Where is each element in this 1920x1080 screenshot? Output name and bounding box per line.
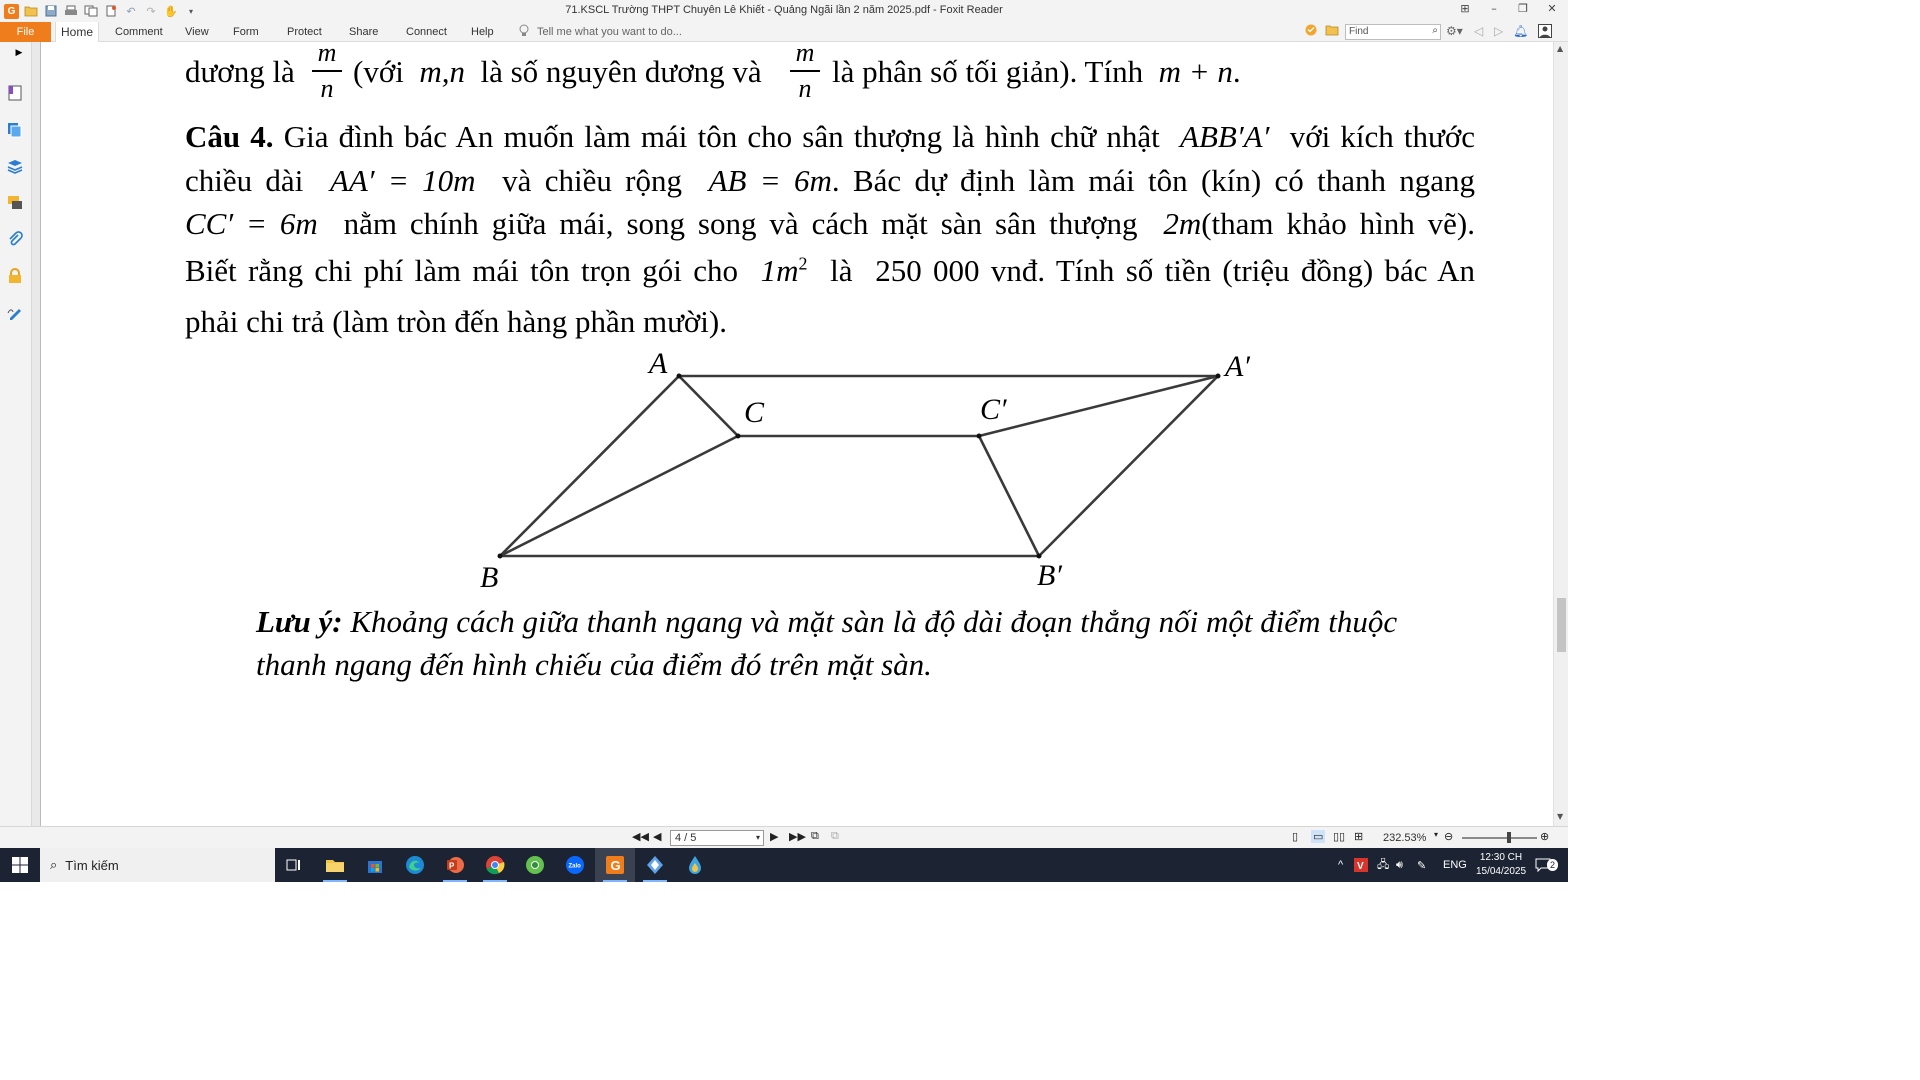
- heart-icon[interactable]: [1304, 24, 1318, 39]
- svg-text:P: P: [449, 861, 455, 871]
- scrollbar-thumb[interactable]: [1557, 598, 1566, 652]
- text-segment: phải chi trả (làm tròn đến hàng phần mười).: [185, 304, 727, 339]
- point-a: [677, 374, 682, 379]
- customize-toolbar-icon[interactable]: ▾: [188, 6, 193, 16]
- continuous-facing-icon[interactable]: ⊞: [1354, 831, 1364, 843]
- notification-bell-icon[interactable]: 🔔︎: [1513, 24, 1529, 38]
- zoom-out-icon[interactable]: ⊖: [1444, 831, 1454, 843]
- pen-icon[interactable]: ✎: [1417, 859, 1427, 872]
- running-indicator: [603, 880, 627, 882]
- comments-icon[interactable]: [6, 194, 24, 212]
- label-b: B: [480, 561, 499, 594]
- task-view-icon[interactable]: [274, 848, 314, 882]
- app-drop-icon[interactable]: [675, 848, 715, 882]
- zoom-level[interactable]: 232.53%: [1383, 832, 1427, 844]
- tab-share[interactable]: Share: [349, 26, 379, 38]
- zoom-dropdown-icon[interactable]: ▾: [1434, 830, 1439, 839]
- hand-tool-icon[interactable]: ✋: [164, 4, 178, 18]
- minimize-button[interactable]: –: [1491, 2, 1497, 15]
- question-label: Câu 4.: [185, 119, 274, 154]
- tab-connect[interactable]: Connect: [406, 26, 447, 38]
- text-segment: là số nguyên dương và: [480, 54, 762, 89]
- expand-panel-icon[interactable]: ▶: [15, 48, 23, 58]
- app-blue-icon[interactable]: [635, 848, 675, 882]
- facing-page-icon[interactable]: ▯▯: [1333, 831, 1346, 843]
- system-clock[interactable]: [1470, 851, 1532, 879]
- redo-icon[interactable]: ↷: [146, 4, 156, 18]
- panel-splitter[interactable]: [32, 42, 41, 826]
- document-view[interactable]: [42, 42, 1553, 826]
- fraction-denominator: n: [798, 74, 812, 103]
- continuous-page-icon[interactable]: ▭: [1313, 831, 1324, 843]
- fraction-numerator: m: [317, 42, 337, 67]
- scroll-down-icon[interactable]: ▼: [1557, 812, 1564, 821]
- find-placeholder: Find: [1349, 26, 1369, 37]
- foxit-reader-taskbar-icon[interactable]: [595, 848, 635, 882]
- point-c: [736, 434, 741, 439]
- find-previous-icon[interactable]: ◁: [1474, 24, 1484, 38]
- find-input[interactable]: [1345, 24, 1441, 40]
- tab-view[interactable]: View: [185, 26, 209, 38]
- running-indicator: [323, 880, 347, 882]
- svg-text:V: V: [1357, 861, 1364, 872]
- note-line-2: [256, 647, 932, 683]
- first-page-icon[interactable]: ◀◀: [632, 831, 649, 843]
- text-segment: (tham khảo hình vẽ).: [1201, 206, 1476, 241]
- close-button[interactable]: ✕: [1547, 2, 1557, 15]
- tab-help[interactable]: Help: [471, 26, 494, 38]
- title-bar: [0, 0, 1568, 22]
- math-m-plus-n: m + n: [1158, 54, 1233, 89]
- page-indicator: 4 / 5: [675, 832, 697, 844]
- edge-c-b: [500, 436, 738, 556]
- text-segment: thanh ngang đến hình chiếu của điểm đó trên mặt sàn.: [256, 647, 932, 682]
- notification-count-badge: 2: [1547, 859, 1558, 871]
- show-hidden-icons[interactable]: ^: [1338, 859, 1344, 871]
- find-folder-icon[interactable]: [1325, 24, 1339, 39]
- search-icon[interactable]: ⌕: [1432, 25, 1438, 36]
- powerpoint-icon[interactable]: [435, 848, 475, 882]
- text-segment: . Bác dự định làm mái tôn (kín) có thanh ngang: [831, 163, 1476, 198]
- window-title: 71.KSCL Trường THPT Chuyên Lê Khiết - Quảng Ngãi lần 2 năm 2025.pdf - Foxit Reader: [565, 4, 1003, 16]
- edge-a-b: [500, 376, 679, 556]
- edge-c-prime-a-prime: [979, 376, 1218, 436]
- text-segment: (với: [353, 54, 404, 89]
- point-b: [498, 554, 503, 559]
- ribbon-tabs: [0, 22, 1568, 42]
- point-c-prime: [977, 434, 982, 439]
- text-segment: và chiều rộng: [502, 163, 682, 198]
- zoom-slider-thumb[interactable]: [1507, 832, 1511, 843]
- input-language[interactable]: ENG: [1443, 859, 1467, 871]
- zalo-icon[interactable]: [555, 848, 595, 882]
- text-segment: Biết rằng chi phí làm mái tôn trọn gói cho: [185, 253, 738, 288]
- label-a-prime: A′: [1225, 350, 1250, 383]
- point-a-prime: [1216, 374, 1221, 379]
- foxit-logo-icon[interactable]: G: [4, 4, 19, 19]
- tell-me-search[interactable]: Tell me what you want to do...: [537, 26, 682, 38]
- svg-text:Zalo: Zalo: [568, 863, 581, 870]
- restore-button[interactable]: ❐: [1518, 2, 1528, 15]
- volume-icon[interactable]: 🔊︎: [1396, 858, 1403, 871]
- next-view-icon[interactable]: ⧉: [831, 830, 839, 842]
- tab-file[interactable]: File: [0, 22, 51, 42]
- windows-logo-icon: [12, 857, 28, 873]
- taskbar-search[interactable]: [40, 848, 275, 882]
- bookmarks-icon[interactable]: [6, 84, 24, 102]
- price-value: 250 000: [875, 253, 980, 288]
- text-segment: là: [830, 253, 853, 288]
- math-aa-10m: AA′ = 10m: [329, 163, 476, 198]
- roof-diagram: [42, 42, 1553, 826]
- text-segment: chiều dài: [185, 163, 304, 198]
- tab-comment[interactable]: Comment: [115, 26, 163, 38]
- edge-a-prime-b-prime: [1039, 376, 1218, 556]
- note-line-1: [256, 604, 1397, 640]
- undo-icon[interactable]: ↶: [126, 4, 136, 18]
- clock-date: 15/04/2025: [1475, 866, 1527, 877]
- pages-thumbnail-icon[interactable]: [6, 121, 24, 139]
- math-ab-6m: AB = 6m: [708, 163, 832, 198]
- user-account-icon[interactable]: [1538, 24, 1552, 41]
- chevron-down-icon[interactable]: ▾: [755, 833, 760, 842]
- windows-taskbar: [0, 848, 1568, 882]
- vertical-scrollbar[interactable]: [1553, 42, 1568, 826]
- running-indicator: [483, 880, 507, 882]
- taskbar-search-label: Tìm kiếm: [65, 857, 119, 873]
- start-button[interactable]: [0, 848, 40, 882]
- edge-a-c: [679, 376, 738, 436]
- text-segment: Khoảng cách giữa thanh ngang và mặt sàn là độ dài đoạn thẳng nối một điểm thuộc: [350, 604, 1398, 639]
- point-b-prime: [1037, 554, 1042, 559]
- chrome-alt-icon[interactable]: [515, 848, 555, 882]
- layers-icon[interactable]: [6, 157, 24, 175]
- previous-page-icon[interactable]: ◀: [653, 831, 662, 843]
- chrome-icon[interactable]: [475, 848, 515, 882]
- network-icon[interactable]: 🖧︎: [1377, 858, 1390, 871]
- text-segment: vnđ. Tính số tiền (triệu đồng) bác An: [990, 253, 1476, 288]
- page-number-input[interactable]: [670, 830, 764, 846]
- previous-view-icon[interactable]: ⧉: [811, 830, 819, 842]
- search-icon: ⌕: [50, 857, 58, 872]
- note-label: Lưu ý:: [256, 604, 343, 639]
- edge-browser-icon[interactable]: [395, 848, 435, 882]
- text-segment: nằm chính giữa mái, song song và cách mặt sàn sân thượng: [343, 206, 1138, 241]
- running-indicator: [443, 880, 467, 882]
- navigation-panel: [0, 42, 32, 826]
- tab-home[interactable]: Home: [55, 22, 99, 42]
- label-c: C: [744, 396, 765, 429]
- single-page-icon[interactable]: ▯: [1292, 831, 1299, 843]
- find-settings-icon[interactable]: ⚙▾: [1446, 24, 1463, 38]
- text-segment: .: [1232, 54, 1241, 89]
- math-cc-6m: CC′ = 6m: [185, 206, 318, 241]
- fraction-numerator: m: [795, 42, 815, 67]
- attachments-icon[interactable]: [6, 230, 24, 248]
- store-icon[interactable]: [355, 848, 395, 882]
- zoom-slider[interactable]: [1462, 837, 1537, 839]
- svg-text:G: G: [610, 858, 621, 873]
- text-segment: với kích thước: [1289, 119, 1475, 154]
- math-2m: 2m: [1163, 206, 1202, 241]
- next-page-icon[interactable]: ▶: [770, 831, 779, 843]
- vietkey-icon[interactable]: [1354, 848, 1368, 882]
- lightbulb-icon: [519, 24, 529, 40]
- last-page-icon[interactable]: ▶▶: [789, 831, 806, 843]
- signature-icon[interactable]: [6, 304, 24, 322]
- math-abba: ABB′A′: [1180, 119, 1270, 154]
- text-segment: là phân số tối giản). Tính: [832, 54, 1144, 89]
- zoom-in-icon[interactable]: ⊕: [1540, 831, 1550, 843]
- label-a: A: [649, 347, 668, 380]
- text-segment: Gia đình bác An muốn làm mái tôn cho sân thượng là hình chữ nhật: [283, 119, 1160, 154]
- status-bar: [0, 826, 1568, 848]
- running-indicator: [643, 880, 667, 882]
- edge-c-prime-b-prime: [979, 436, 1039, 556]
- tab-form[interactable]: Form: [233, 26, 259, 38]
- security-lock-icon[interactable]: [6, 267, 24, 285]
- superscript-2: 2: [798, 253, 808, 274]
- math-1m2: $1m^2$: [760, 253, 808, 288]
- label-b-prime: B′: [1037, 559, 1062, 592]
- ribbon-display-icon[interactable]: ⊞: [1460, 2, 1470, 15]
- tab-protect[interactable]: Protect: [287, 26, 322, 38]
- math-m-n: m,n: [419, 54, 465, 89]
- fraction-denominator: n: [320, 74, 334, 103]
- clock-time: 12:30 CH: [1479, 852, 1523, 863]
- find-next-icon[interactable]: ▷: [1494, 24, 1504, 38]
- label-c-prime: C′: [980, 393, 1007, 426]
- text-segment: dương là: [185, 54, 295, 89]
- file-explorer-icon[interactable]: [315, 848, 355, 882]
- scroll-up-icon[interactable]: ▲: [1557, 44, 1564, 53]
